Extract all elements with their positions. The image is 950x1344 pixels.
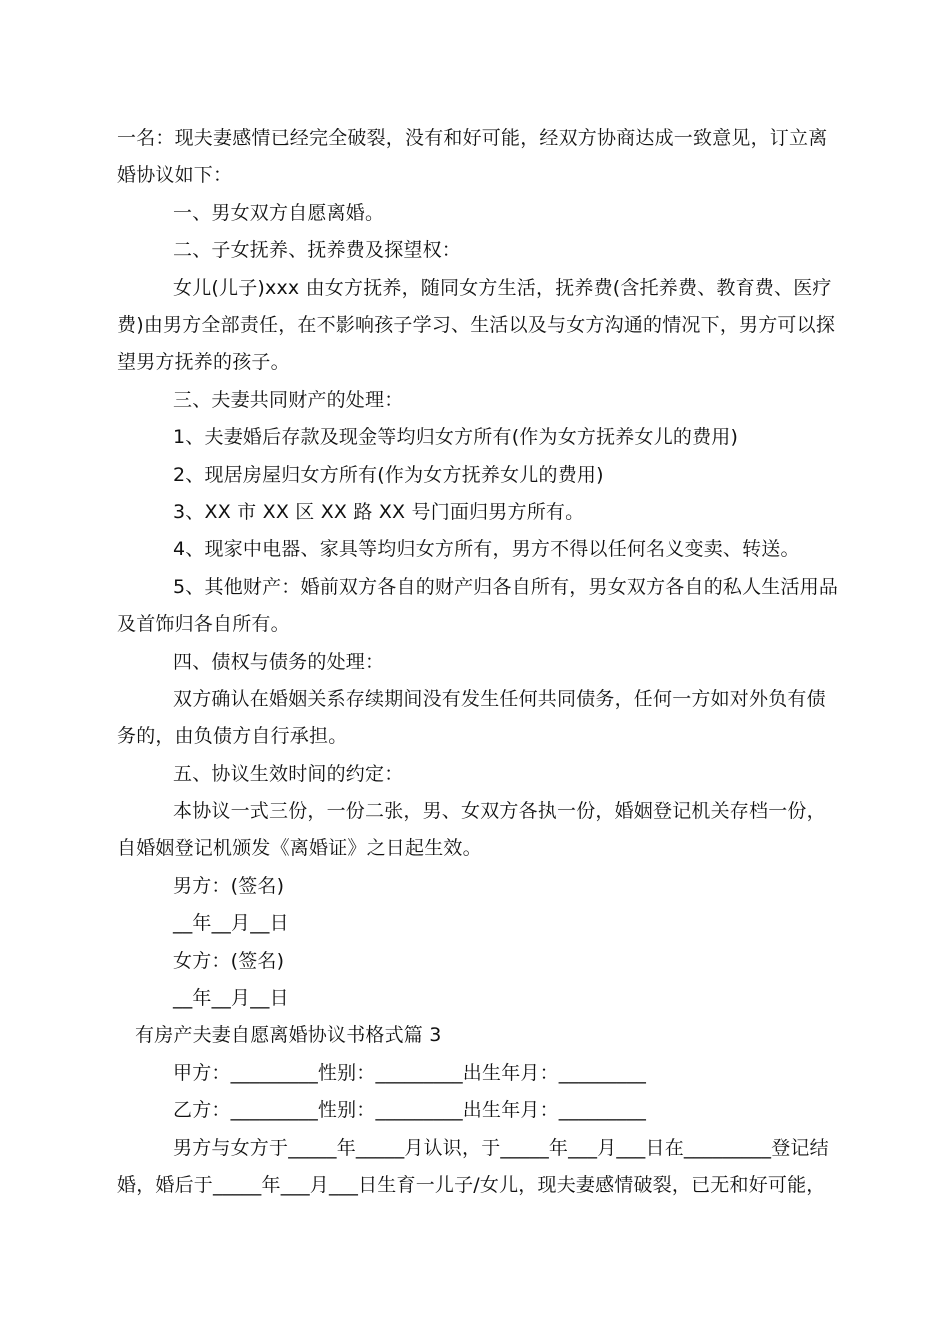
paragraph-line: 婚协议如下：	[117, 164, 233, 186]
party-a-line: 甲方：_________性别：_________出生年月：_________	[173, 1062, 647, 1084]
section-heading: 二、子女抚养、抚养费及探望权：	[173, 239, 462, 261]
section-heading: 四、债权与债务的处理：	[173, 651, 385, 673]
section-heading: 五、协议生效时间的约定：	[173, 763, 404, 785]
paragraph-line: 男方与女方于_____年_____月认识，于_____年___月___日在_________登记结	[173, 1137, 829, 1159]
list-item: 4、现家中电器、家具等均归女方所有，男方不得以任何名义变卖、转送。	[173, 538, 800, 560]
paragraph-line: 婚，婚后于_____年___月___日生育一儿子/女儿，现夫妻感情破裂，已无和好可能，	[117, 1174, 826, 1196]
signature-line-female: 女方：(签名)	[173, 950, 285, 972]
paragraph-line: 费)由男方全部责任，在不影响孩子学习、生活以及与女方沟通的情况下，男方可以探	[117, 314, 836, 336]
paragraph-line: 望男方抚养的孩子。	[117, 351, 290, 373]
section-heading: 一、男女双方自愿离婚。	[173, 202, 385, 224]
paragraph-line: 及首饰归各自所有。	[117, 613, 290, 635]
paragraph-line: 自婚姻登记机颁发《离婚证》之日起生效。	[117, 837, 482, 859]
list-item: 2、现居房屋归女方所有(作为女方抚养女儿的费用)	[173, 464, 604, 486]
list-item: 3、XX 市 XX 区 XX 路 XX 号门面归男方所有。	[173, 501, 585, 523]
list-item: 1、夫妻婚后存款及现金等均归女方所有(作为女方抚养女儿的费用)	[173, 426, 739, 448]
paragraph-line: 本协议一式三份，一份二张，男、女双方各执一份，婚姻登记机关存档一份，	[173, 800, 826, 822]
signature-line-male: 男方：(签名)	[173, 875, 285, 897]
date-line: __年__月__日	[173, 987, 289, 1009]
paragraph-line: 女儿(儿子)xxx 由女方抚养，随同女方生活，抚养费(含托养费、教育费、医疗	[173, 277, 832, 299]
party-b-line: 乙方：_________性别：_________出生年月：_________	[173, 1099, 647, 1121]
paragraph-line: 双方确认在婚姻关系存续期间没有发生任何共同债务，任何一方如对外负有债	[173, 688, 826, 710]
date-line: __年__月__日	[173, 912, 289, 934]
list-item: 5、其他财产：婚前双方各自的财产归各自所有，男女双方各自的私人生活用品	[173, 576, 839, 598]
section-heading: 三、夫妻共同财产的处理：	[173, 389, 404, 411]
paragraph-line: 一名：现夫妻感情已经完全破裂，没有和好可能，经双方协商达成一致意见，订立离	[117, 127, 828, 149]
paragraph-line: 务的，由负债方自行承担。	[117, 725, 348, 747]
document-title: 有房产夫妻自愿离婚协议书格式篇 3	[135, 1024, 442, 1046]
